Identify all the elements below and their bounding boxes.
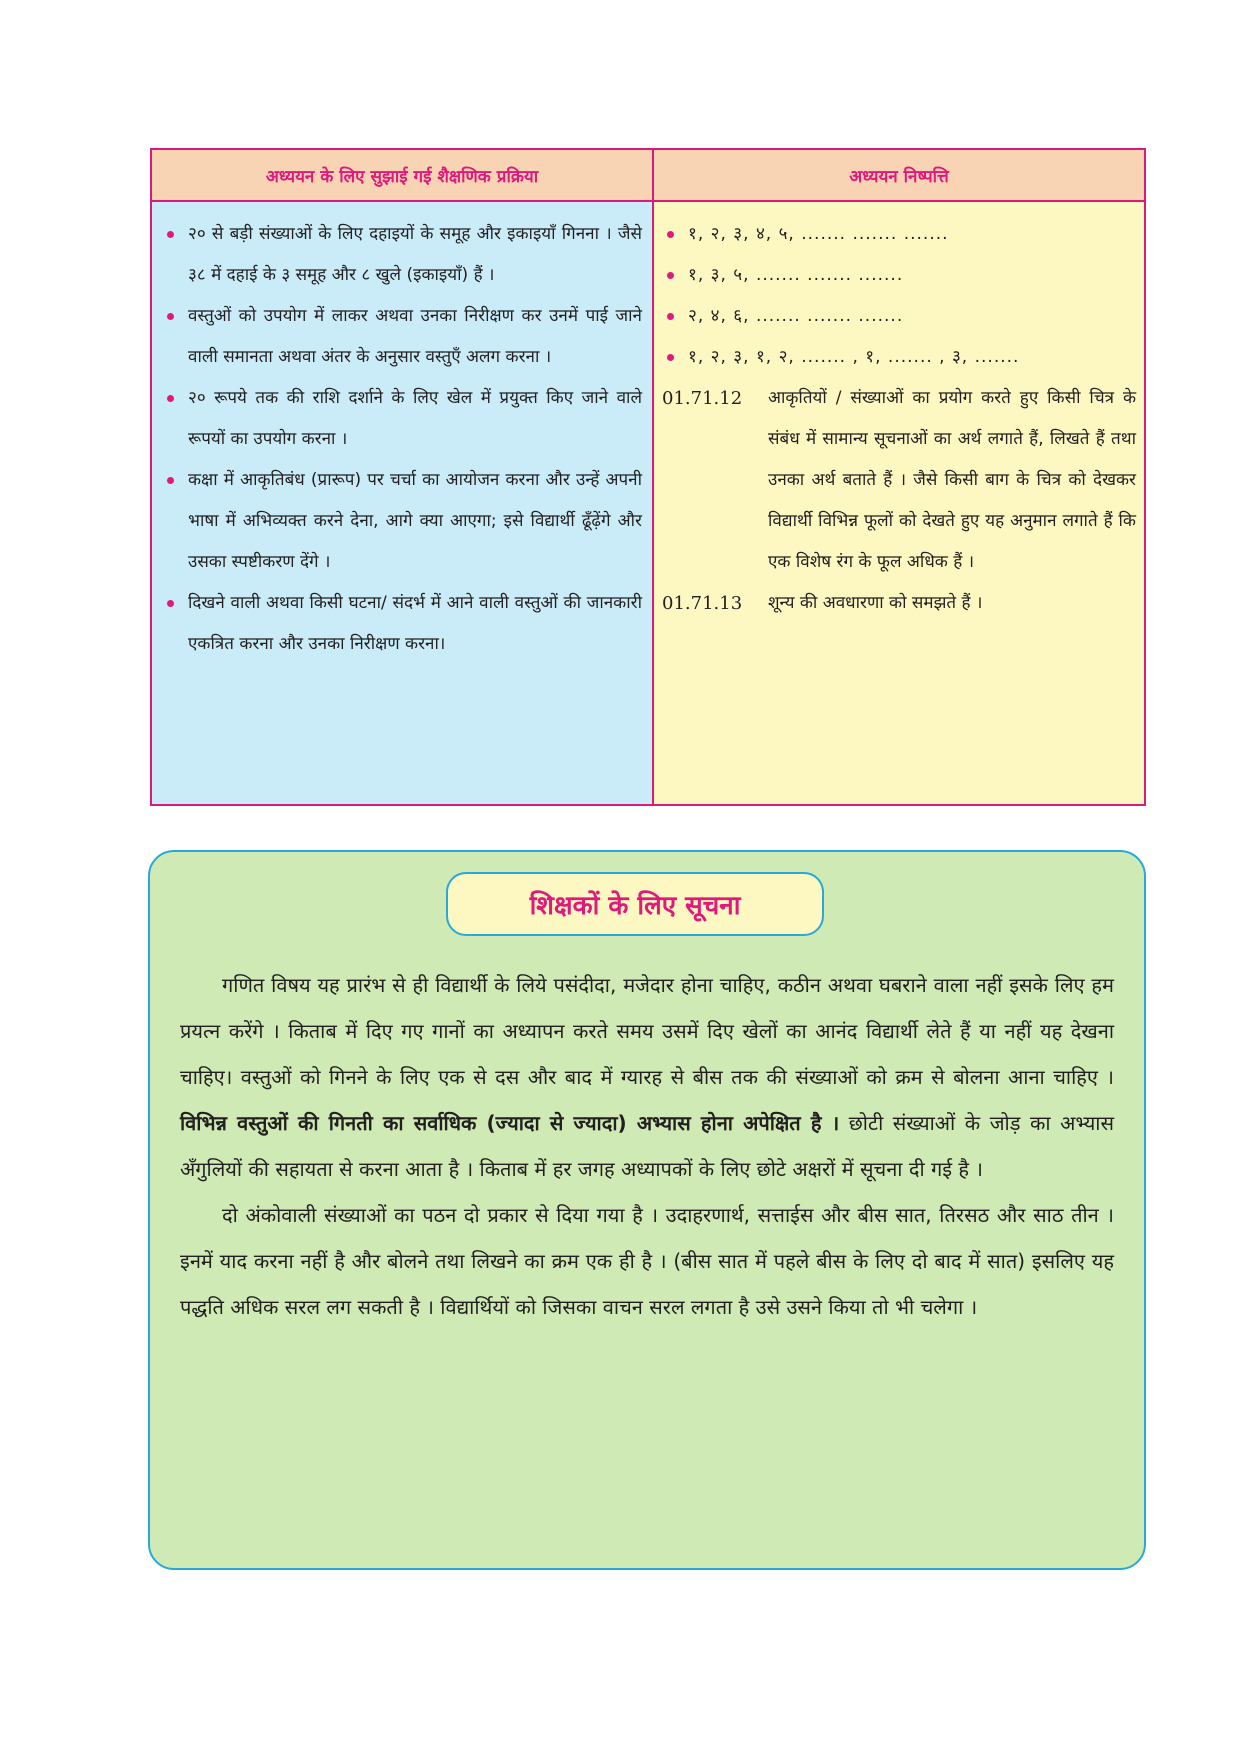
outcome-code: 01.71.12 [662, 388, 743, 409]
outcomes-column [654, 202, 1144, 804]
header-pedagogy: अध्ययन के लिए सुझाई गई शैक्षणिक प्रक्रिया [152, 150, 654, 202]
header-outcomes: अध्ययन निष्पत्ति [654, 150, 1144, 202]
number-sequence: १, २, ३, १, २, ....... , १, ....... , ३, ....... [662, 337, 1136, 378]
note-paragraph: दो अंकोवाली संख्याओं का पठन दो प्रकार से दिया गया है । उदाहरणार्थ, सत्ताईस और बीस सात, तिरसठ और साठ तीन । इनमें याद करना नहीं है और बोलने तथा लिखने का क्रम एक ही है । (बीस सात में पहले बीस के लिए दो बाद में सात) इसलिए यह पद्धति अधिक सरल लग सकती है । विद्यार्थियों को जिसका वाचन सरल लगता है उसे उसने किया तो भी चलेगा । [180, 1203, 1114, 1319]
pedagogy-item: २० रूपये तक की राशि दर्शाने के लिए खेल में प्रयुक्त किए जाने वाले रूपयों का उपयोग करना । [162, 378, 642, 460]
teacher-note-body [180, 962, 1114, 1330]
outcome-row [662, 378, 1136, 583]
number-sequence: २, ४, ६, ....... ....... ....... [662, 296, 1136, 337]
number-sequence: १, २, ३, ४, ५, ....... ....... ....... [662, 214, 1136, 255]
note-text: छोटी संख्याओं के जोड़ का अभ्यास अँगुलियों की सहायता से करना आता है । किताब में हर जगह अध्यापकों के लिए छोटे अक्षरों में सूचना दी गई है । [180, 1111, 1114, 1181]
learning-table [150, 148, 1146, 806]
outcome-code: 01.71.13 [662, 593, 743, 614]
pedagogy-item: दिखने वाली अथवा किसी घटना/ संदर्भ में आने वाली वस्तुओं की जानकारी एकत्रित करना और उनका निरीक्षण करना। [162, 583, 642, 665]
outcome-text: शून्य की अवधारणा को समझते हैं । [768, 593, 983, 613]
outcome-row [662, 583, 1136, 624]
note-emphasis: विभिन्न वस्तुओं की गिनती का सर्वाधिक (ज्यादा से ज्यादा) अभ्यास होना अपेक्षित है । [180, 1111, 840, 1135]
teacher-note-box [148, 850, 1146, 1570]
pedagogy-column [152, 202, 654, 804]
note-paragraph [180, 962, 1114, 1192]
pedagogy-item: कक्षा में आकृतिबंध (प्रारूप) पर चर्चा का आयोजन करना और उन्हें अपनी भाषा में अभिव्यक्त करने देना, आगे क्या आएगा; इसे विद्यार्थी ढूँढ़ेंगे और उसका स्पष्टीकरण देंगे । [162, 460, 642, 583]
note-text: गणित विषय यह प्रारंभ से ही विद्यार्थी के लिये पसंदीदा, मजेदार होना चाहिए, कठीन अथवा घबराने वाला नहीं इसके लिए हम प्रयत्न करेंगे । किताब में दिए गए गानों का अध्यापन करते समय उसमें दिए खेलों का आनंद विद्यार्थी लेते हैं या नहीं यह देखना चाहिए। वस्तुओं को गिनने के लिए एक से दस और बाद में ग्यारह से बीस तक की संख्याओं को क्रम से बोलना आना चाहिए । [180, 973, 1114, 1089]
pedagogy-item: २० से बड़ी संख्याओं के लिए दहाइयों के समूह और इकाइयाँ गिनना । जैसे ३८ में दहाई के ३ समूह और ८ खुले (इकाइयाँ) हैं । [162, 214, 642, 296]
outcome-text: आकृतियों / संख्याओं का प्रयोग करते हुए किसी चित्र के संबंध में सामान्य सूचनाओं का अर्थ लगाते हैं, लिखते हैं तथा उनका अर्थ बताते हैं । जैसे किसी बाग के चित्र को देखकर विद्यार्थी विभिन्न फूलों को देखते हुए यह अनुमान लगाते हैं कि एक विशेष रंग के फूल अधिक हैं । [768, 388, 1136, 572]
number-sequence: १, ३, ५, ....... ....... ....... [662, 255, 1136, 296]
teacher-note-title: शिक्षकों के लिए सूचना [446, 872, 824, 936]
pedagogy-item: वस्तुओं को उपयोग में लाकर अथवा उनका निरीक्षण कर उनमें पाई जाने वाली समानता अथवा अंतर के अनुसार वस्तुएँ अलग करना । [162, 296, 642, 378]
